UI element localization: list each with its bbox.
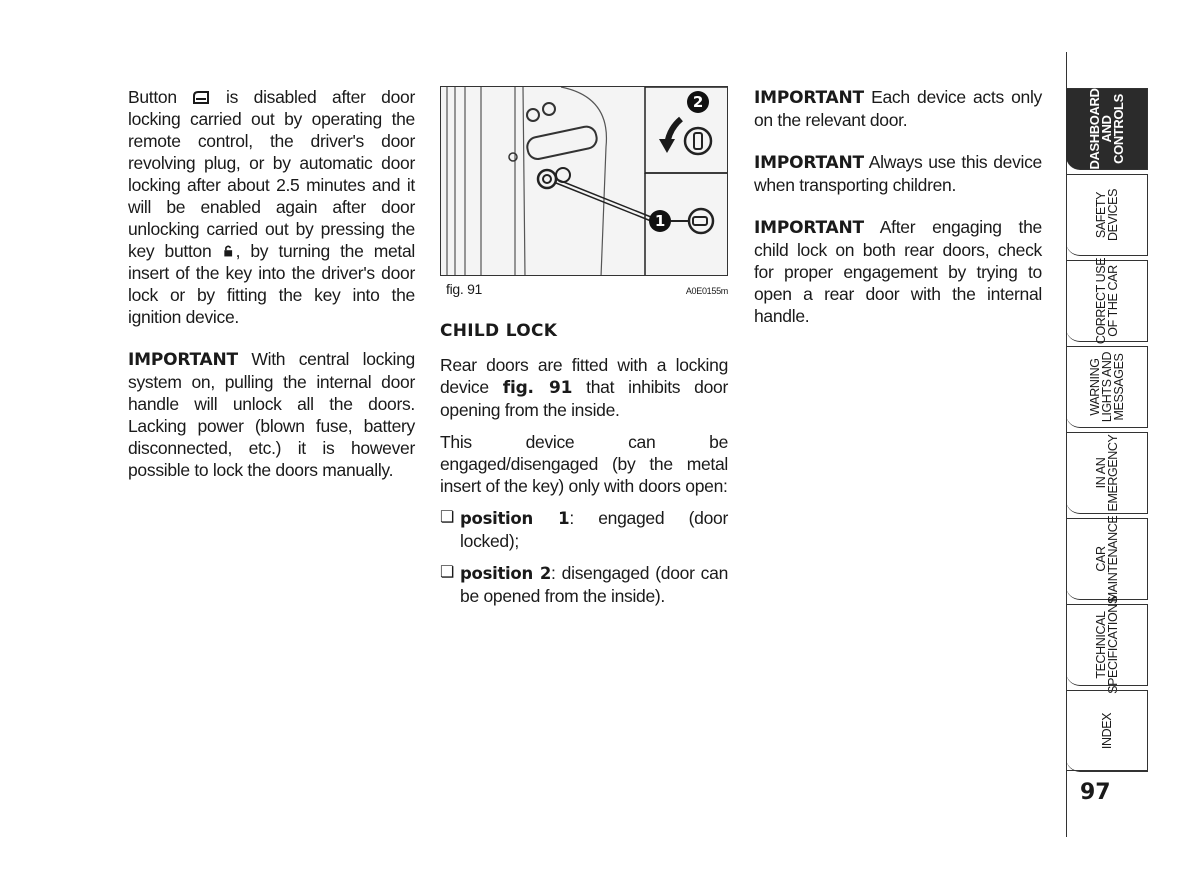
tab-label: SAFETY DEVICES [1093, 188, 1120, 242]
column-right [754, 86, 1042, 347]
list-item-text [460, 507, 728, 552]
list-item-text [460, 562, 728, 607]
text-segment: Button [128, 87, 193, 107]
text-segment: After engaging the child lock on both rear doors, check for proper engagement by trying to open a rear door with the internal handle. [754, 217, 1042, 326]
tab-label: CAR MAINTENANCE [1093, 515, 1120, 603]
important-label: IMPORTANT [754, 88, 864, 108]
tab-label: INDEX [1099, 712, 1114, 750]
paragraph-button-disabled [128, 86, 415, 328]
figure-caption: fig. 91 [446, 281, 483, 297]
tab-car-maintenance[interactable] [1066, 515, 1148, 603]
tab-technical-specifications[interactable] [1066, 596, 1148, 694]
tab-safety-devices[interactable] [1066, 174, 1148, 256]
tab-dashboard-and-controls[interactable] [1066, 88, 1148, 170]
checkbox-bullet-icon: ❏ [440, 509, 455, 526]
column-left [128, 86, 415, 501]
page-number-rule [1066, 770, 1148, 771]
page-number: 97 [1080, 780, 1111, 805]
text-segment: With central locking system on, pulling the internal door handle will unlock all the doors. Lacking power (blown fuse, battery disconnected, etc.) it is however possible to lock the doors manually. [128, 349, 415, 480]
paragraph-child-lock-intro [440, 354, 728, 421]
chapter-tabs [1066, 52, 1148, 837]
important-label: IMPORTANT [754, 218, 864, 238]
paragraph-engage-info: This device can be engaged/disengaged (by the metal insert of the key) only with doors open: [440, 432, 728, 496]
tab-label: DASHBOARD AND CONTROLS [1086, 88, 1126, 170]
text-segment: Always use this device when transporting children. [754, 152, 1042, 195]
text-segment: , by turning the metal insert of the key into the driver's door lock or by fitting the key into the ignition device. [128, 241, 416, 327]
tab-label: TECHNICAL SPECIFICATIONS [1093, 596, 1120, 694]
checkbox-bullet-icon: ❏ [440, 564, 455, 581]
important-label: IMPORTANT [754, 153, 864, 173]
figure-caption-row [440, 278, 728, 302]
figure-child-lock [440, 86, 728, 276]
callout-1: 1 [649, 210, 671, 232]
text-segment: Each device acts only on the relevant door. [754, 87, 1042, 130]
paragraph-important-3 [754, 216, 1042, 327]
tab-warning-lights[interactable] [1066, 346, 1148, 428]
section-title: CHILD LOCK [440, 321, 558, 341]
text-segment: that inhibits door opening from the inside. [440, 377, 728, 420]
text-segment: : engaged (door locked); [460, 508, 728, 551]
text-segment: : disengaged (door can be opened from the inside). [460, 563, 728, 606]
figure-reference: fig. 91 [502, 378, 573, 398]
position-label: position 2 [460, 564, 552, 583]
figure-code: A0E0155m [685, 286, 728, 296]
text-segment: Rear doors are fitted with a locking device [440, 355, 728, 397]
window-lock-icon [192, 89, 210, 105]
tab-label: WARNING LIGHTS AND MESSAGES [1087, 351, 1126, 423]
callout-2: 2 [687, 91, 709, 113]
tab-label: IN AN EMERGENCY [1093, 434, 1120, 512]
column-middle [440, 86, 728, 617]
text-segment: is disabled after door locking carried out by operating the remote control, the driver's door revolving plug, or by automatic door locking after about 2.5 minutes and it will be enabled again after door unlocking carried out by pressing the key button [128, 87, 415, 261]
tab-in-an-emergency[interactable] [1066, 432, 1148, 514]
tab-index[interactable] [1066, 690, 1148, 772]
paragraph-important-1 [754, 86, 1042, 131]
tab-correct-use[interactable] [1066, 257, 1148, 345]
list-item-position-2 [440, 562, 728, 607]
tab-label: CORRECT USE OF THE CAR [1093, 257, 1120, 345]
paragraph-important-central-locking [128, 348, 415, 481]
position-label: position 1 [460, 509, 570, 528]
important-label: IMPORTANT [128, 350, 238, 370]
paragraph-important-2 [754, 151, 1042, 196]
list-item-position-1 [440, 507, 728, 552]
padlock-icon [222, 243, 236, 259]
child-lock-illustration [441, 87, 728, 276]
